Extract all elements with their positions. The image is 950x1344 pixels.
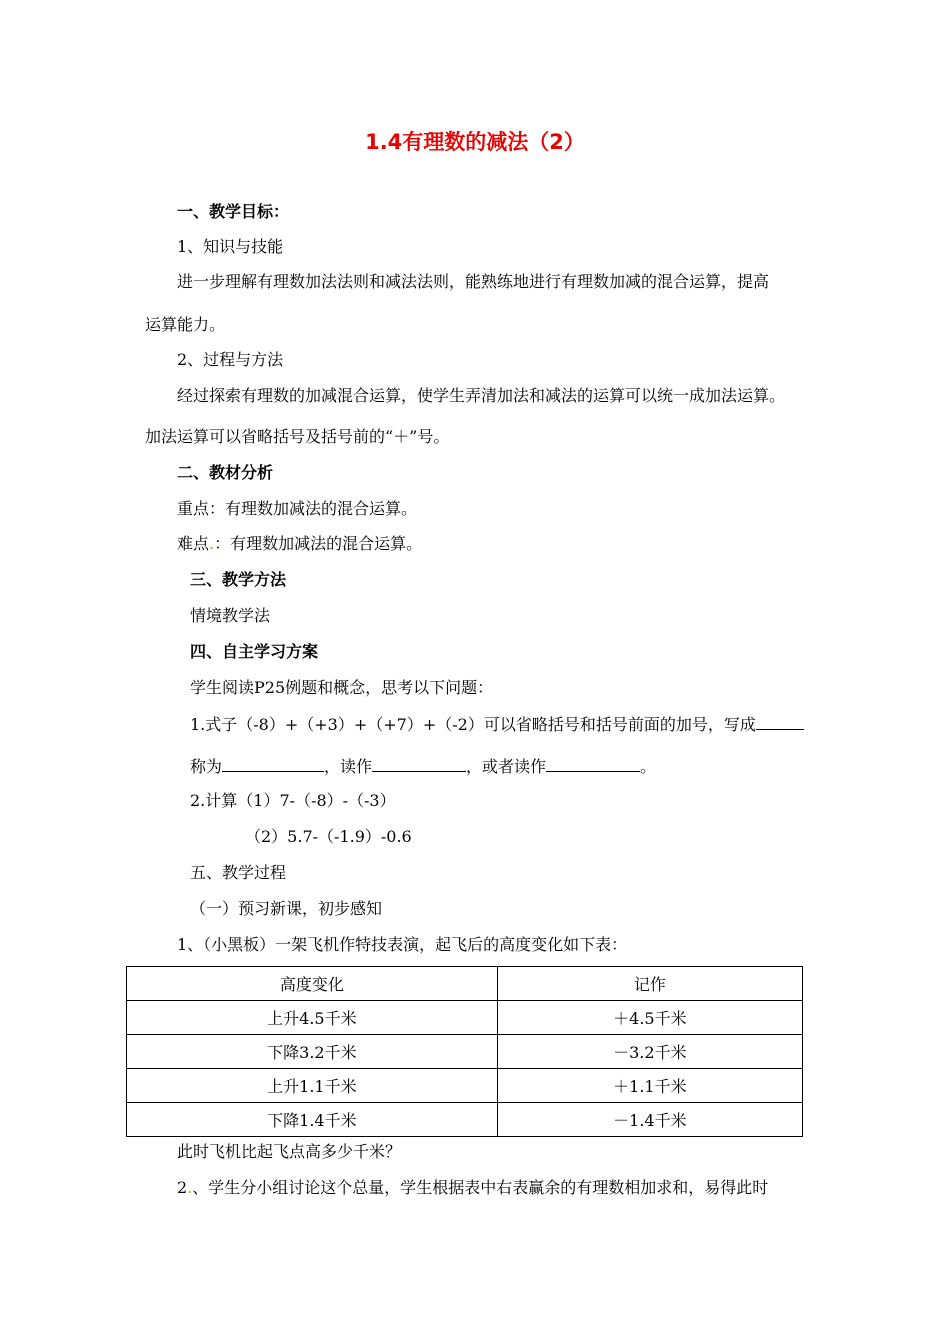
answer-blank-1[interactable]	[756, 713, 804, 730]
question-1-read-as: ，读作	[324, 757, 373, 776]
section-heading-process: 五、教学过程	[190, 863, 287, 882]
paragraph-process-line2: 加法运算可以省略括号及括号前的“＋”号。	[145, 427, 450, 446]
self-study-intro: 学生阅读P25例题和概念，思考以下问题：	[190, 678, 494, 697]
key-point	[177, 499, 417, 519]
item-2	[177, 1178, 768, 1198]
table-cell: －3.2千米	[497, 1035, 802, 1069]
subheading-knowledge: 1、知识与技能	[177, 237, 284, 256]
difficult-point-text: 有理数加减法的混合运算。	[230, 534, 423, 553]
item-1: 1、（小黑板）一架飞机作特技表演，起飞后的高度变化如下表：	[177, 935, 628, 954]
difficult-point	[177, 534, 422, 554]
table-row	[127, 1103, 803, 1137]
table-row	[127, 1001, 803, 1035]
page-title: 1.4有理数的减法（2）	[365, 130, 585, 154]
section-heading-analysis: 二、教材分析	[177, 463, 274, 482]
paragraph-knowledge-line1: 进一步理解有理数加法法则和减法法则，能熟练地进行有理数加减的混合运算，提高	[177, 272, 770, 291]
table-header-cell: 记作	[497, 967, 802, 1001]
difficult-point-label: 难点	[177, 534, 210, 553]
section-heading-method: 三、教学方法	[190, 570, 287, 589]
table-cell: 下降1.4千米	[127, 1103, 498, 1137]
question-2-part-2: （2）5.7-（-1.9）-0.6	[245, 827, 412, 846]
key-point-text: 有理数加减法的混合运算。	[225, 499, 418, 518]
table-cell: －1.4千米	[497, 1103, 802, 1137]
question-1	[190, 713, 804, 735]
question-2: 2.计算（1）7-（-8）-（-3）	[190, 791, 396, 810]
method-text: 情境教学法	[190, 606, 271, 625]
table-cell: ＋1.1千米	[497, 1069, 802, 1103]
section-heading-self-study: 四、自主学习方案	[190, 642, 319, 661]
key-point-label: 重点：	[177, 499, 226, 518]
altitude-table	[126, 966, 803, 1137]
answer-blank-4[interactable]	[546, 755, 640, 772]
question-1-named-as: 称为	[190, 757, 223, 776]
subheading-process: 2、过程与方法	[177, 350, 284, 369]
answer-blank-2[interactable]	[222, 755, 324, 772]
item-2-number: 2	[177, 1178, 188, 1197]
difficult-point-colon: ：	[214, 534, 231, 553]
paragraph-knowledge-line2: 运算能力。	[145, 315, 226, 334]
difficult-point-mark: .	[209, 534, 215, 553]
question-1-text: 1.式子（-8）+（+3）+（+7）+（-2）可以省略括号和括号前面的加号，写成	[190, 715, 756, 734]
question-1-or-read-as: ，或者读作	[466, 757, 547, 776]
question-1-end: 。	[640, 757, 657, 776]
table-cell: 上升1.1千米	[127, 1069, 498, 1103]
question-1-continued	[190, 755, 656, 777]
item-2-text: 、学生分小组讨论这个总量，学生根据表中右表赢余的有理数相加求和，易得此时	[192, 1178, 769, 1197]
item-2-mark: .	[187, 1178, 193, 1197]
table-cell: 上升4.5千米	[127, 1001, 498, 1035]
paragraph-process-line1: 经过探索有理数的加减混合运算，使学生弄清加法和减法的运算可以统一成加法运算。	[177, 386, 786, 405]
table-header-cell: 高度变化	[127, 967, 498, 1001]
table-question: 此时飞机比起飞点高多少千米？	[177, 1142, 402, 1161]
section-heading-goals: 一、教学目标：	[177, 202, 290, 221]
table-row	[127, 1035, 803, 1069]
table-cell: 下降3.2千米	[127, 1035, 498, 1069]
table-header-row	[127, 967, 803, 1001]
table-cell: ＋4.5千米	[497, 1001, 802, 1035]
table-row	[127, 1069, 803, 1103]
answer-blank-3[interactable]	[372, 755, 466, 772]
subsection-preview: （一）预习新课，初步感知	[190, 899, 383, 918]
